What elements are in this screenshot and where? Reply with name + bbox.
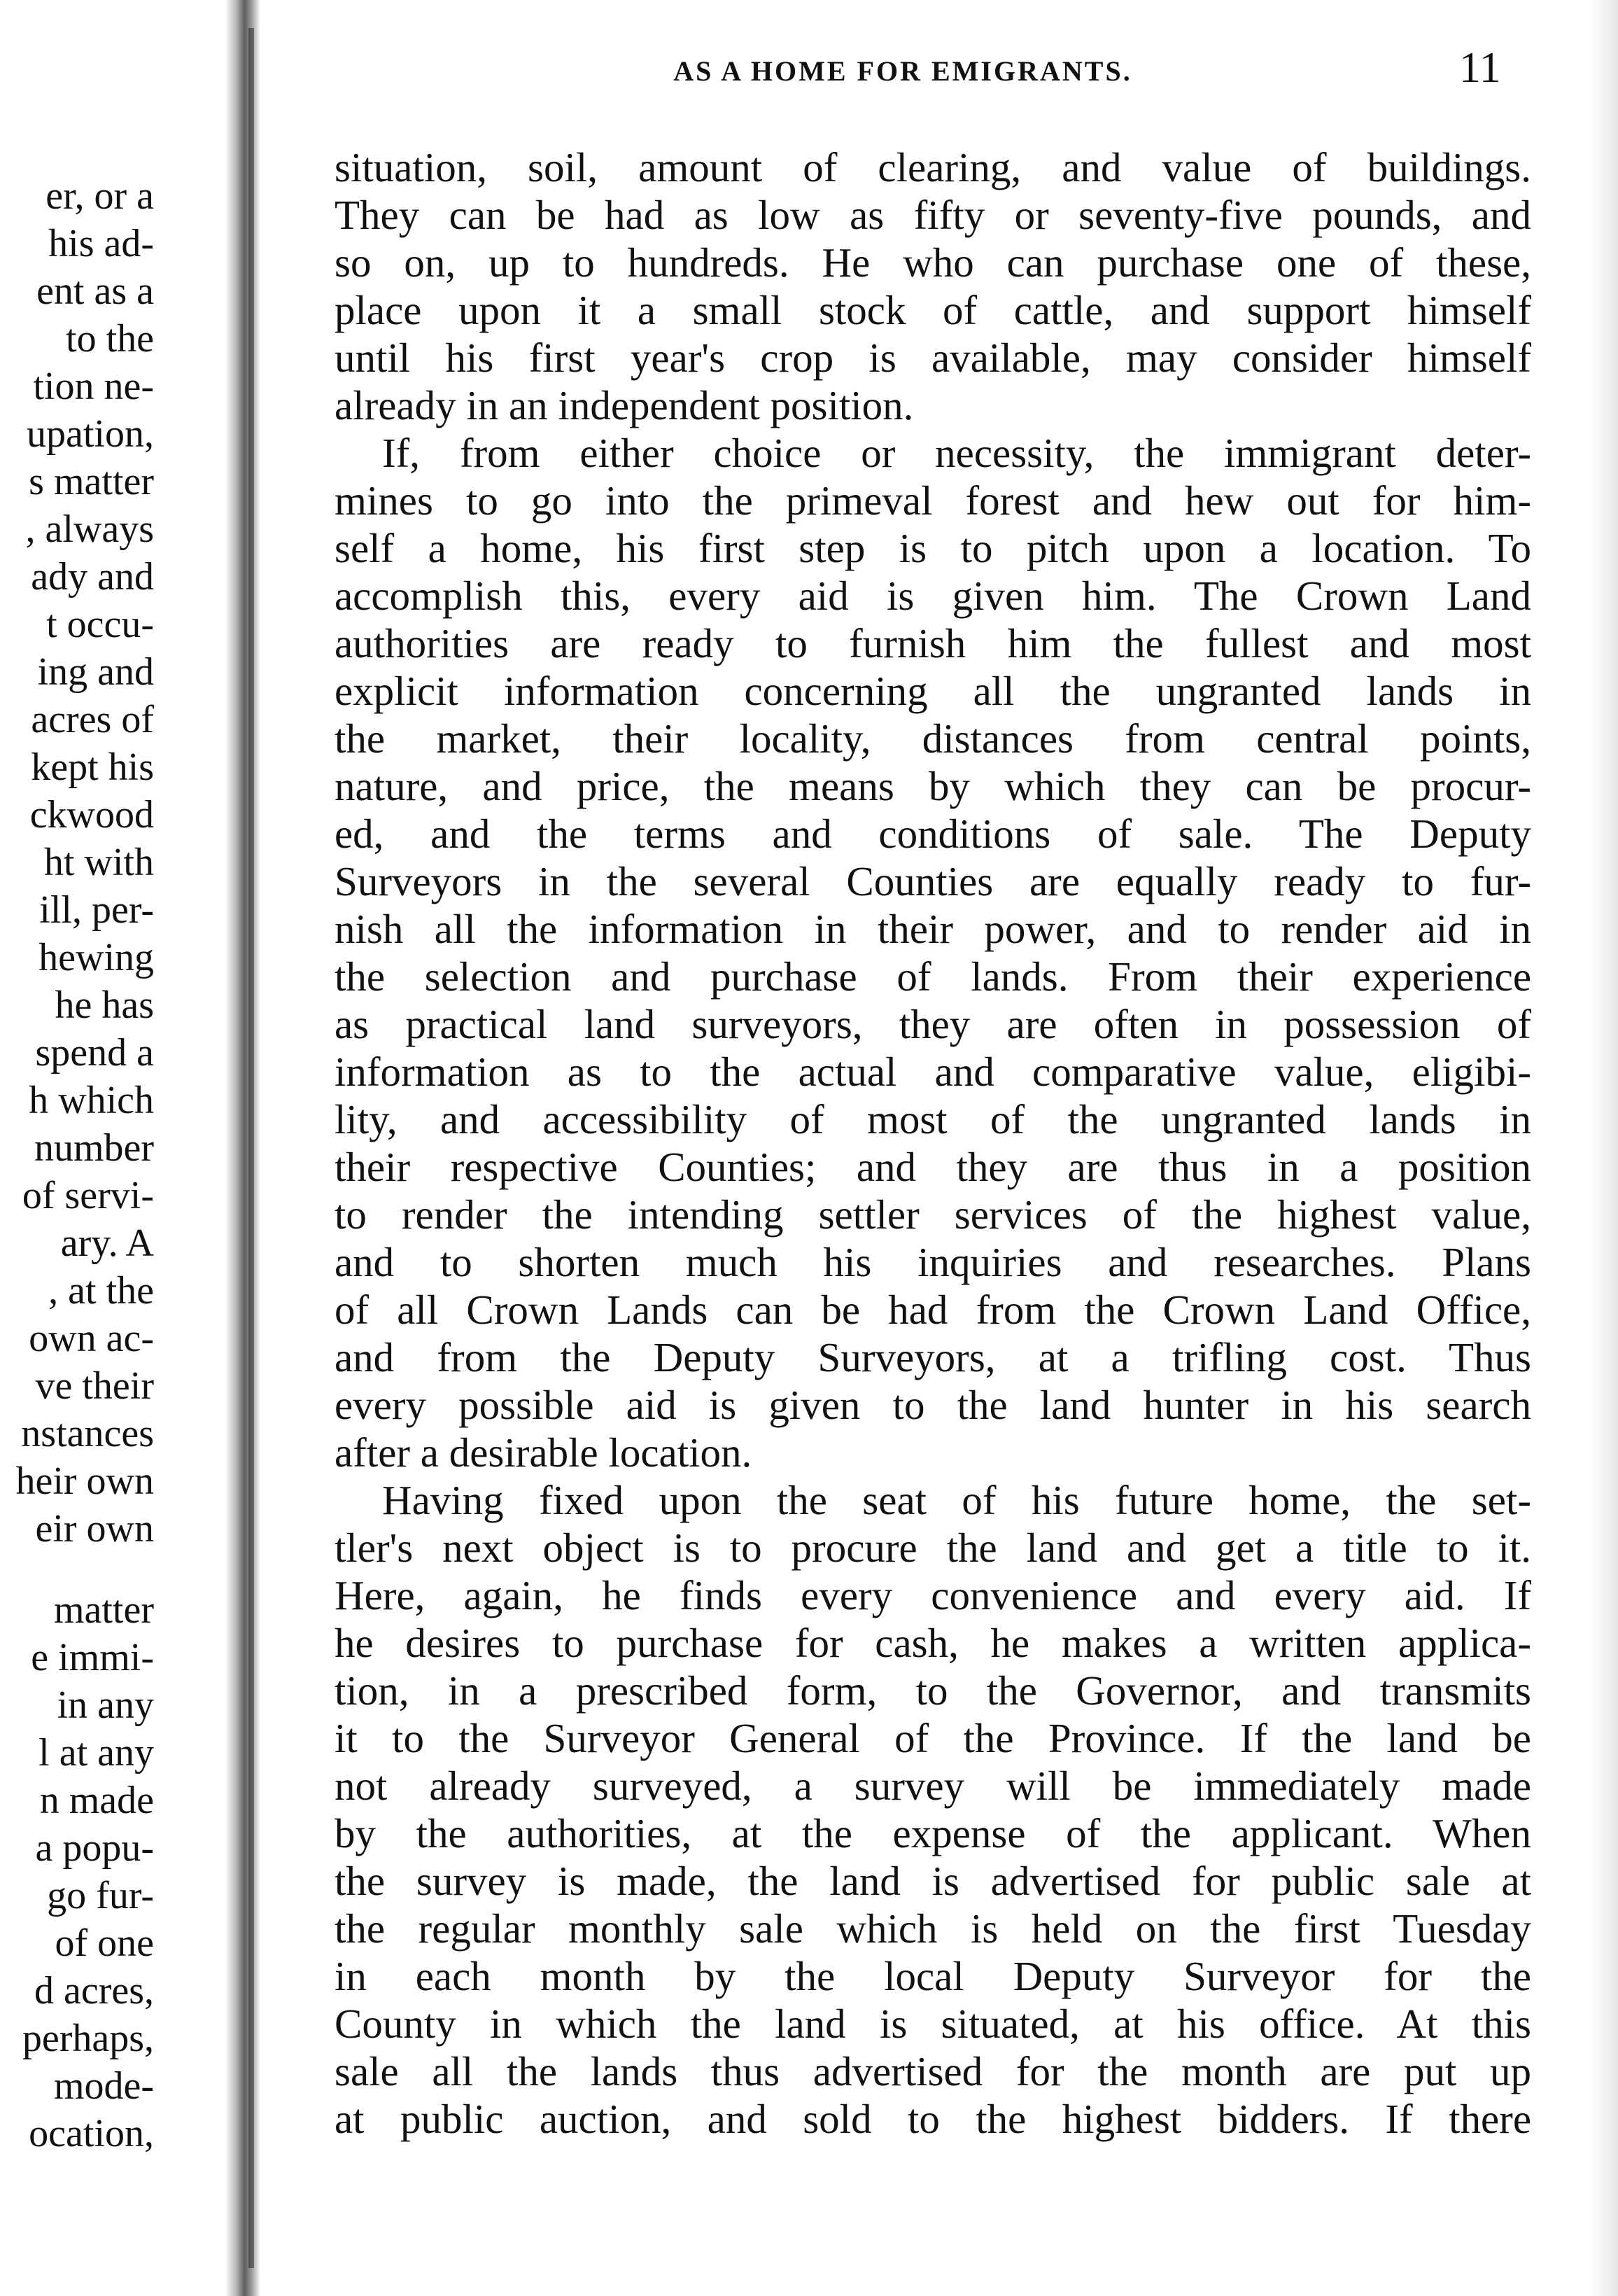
left-line: hewing [38, 936, 154, 979]
text-line: nish all the information in their power, and to render aid in [335, 906, 1531, 952]
left-line: a popu- [35, 1826, 154, 1870]
text-line: until his first year's crop is available, may consider himself [335, 335, 1531, 381]
left-line: ocation, [29, 2112, 154, 2155]
left-line: n made [39, 1779, 154, 1822]
left-line: heir own [15, 1460, 154, 1503]
left-line: own ac- [29, 1317, 154, 1360]
left-line: kept his [31, 746, 154, 789]
text-line: sale all the lands thus advertised for the month are put up [335, 2048, 1531, 2094]
left-line: upation, [27, 412, 154, 456]
left-line: of one [55, 1921, 154, 1965]
left-line: ckwood [29, 793, 154, 836]
left-line: perhaps, [22, 2017, 154, 2060]
text-line: every possible aid is given to the land hunter in his search [335, 1382, 1531, 1428]
text-line: of all Crown Lands can be had from the Crown Land Office, [335, 1287, 1531, 1333]
text-line: to render the intending settler services of the highest value, [335, 1191, 1531, 1238]
left-line: ill, per- [39, 888, 154, 932]
left-line: e immi- [31, 1636, 154, 1679]
body-text [335, 144, 1531, 2143]
text-line: it to the Surveyor General of the Province. If the land be [335, 1715, 1531, 1761]
text-line: Having fixed upon the seat of his future home, the set- [382, 1477, 1531, 1523]
text-line: the selection and purchase of lands. From their experience [335, 953, 1531, 1000]
text-line: Surveyors in the several Counties are equally ready to fur- [335, 858, 1531, 904]
left-line: tion ne- [33, 365, 154, 408]
left-page-fragment [0, 0, 231, 2296]
text-line: after a desirable location. [335, 1429, 752, 1476]
left-line: l at any [38, 1731, 154, 1774]
text-line: situation, soil, amount of clearing, and value of buildings. [335, 144, 1531, 190]
text-line: They can be had as low as fifty or seventy-five pounds, and [335, 192, 1531, 238]
left-line: d acres, [34, 1969, 154, 2012]
text-line: so on, up to hundreds. He who can purchase one of these, [335, 239, 1531, 286]
text-line: If, from either choice or necessity, the immigrant deter- [382, 430, 1531, 476]
left-line: , at the [48, 1269, 154, 1312]
left-line: number [34, 1126, 154, 1170]
text-line: and from the Deputy Surveyors, at a trifling cost. Thus [335, 1334, 1531, 1380]
text-line: not already surveyed, a survey will be immediately made [335, 1763, 1531, 1809]
left-line: nstances [21, 1412, 154, 1455]
text-line: the survey is made, the land is advertised for public sale at [335, 1858, 1531, 1904]
text-line: self a home, his first step is to pitch upon a location. To [335, 525, 1531, 571]
page-edge [1590, 0, 1618, 2296]
left-line: t occu- [46, 603, 154, 646]
text-line: mines to go into the primeval forest and hew out for him- [335, 477, 1531, 524]
text-line: ed, and the terms and conditions of sale. The Deputy [335, 811, 1531, 857]
text-line: place upon it a small stock of cattle, and support himself [335, 287, 1531, 333]
text-line: their respective Counties; and they are thus in a position [335, 1144, 1531, 1190]
left-line: er, or a [45, 174, 154, 218]
book-gutter [225, 0, 260, 2296]
left-line: ary. A [60, 1222, 154, 1265]
text-line: Here, again, he finds every convenience and every aid. If [335, 1572, 1531, 1618]
left-line: ent as a [36, 270, 154, 313]
text-line: information as to the actual and comparative value, eligibi- [335, 1049, 1531, 1095]
left-line: to the [66, 317, 154, 360]
text-line: authorities are ready to furnish him the fullest and most [335, 620, 1531, 666]
left-line: mode- [53, 2064, 154, 2108]
text-line: by the authorities, at the expense of the applicant. When [335, 1810, 1531, 1856]
text-line: County in which the land is situated, at his office. At this [335, 2001, 1531, 2047]
text-line: already in an independent position. [335, 382, 914, 428]
left-line: matter [53, 1588, 154, 1632]
text-line: explicit information concerning all the ungranted lands in [335, 668, 1531, 714]
text-line: in each month by the local Deputy Surveyor for the [335, 1953, 1531, 1999]
left-line: ady and [31, 555, 154, 598]
text-line: he desires to purchase for cash, he makes a written applica- [335, 1620, 1531, 1666]
left-line: of servi- [22, 1174, 154, 1217]
page-number: 11 [1459, 44, 1501, 92]
left-line: , always [25, 507, 154, 551]
text-line: accomplish this, every aid is given him. The Crown Land [335, 573, 1531, 619]
gutter-shadow [248, 28, 254, 2268]
left-line: eir own [35, 1507, 154, 1550]
left-line: go fur- [47, 1874, 154, 1917]
left-line: acres of [31, 698, 154, 741]
left-line: he has [55, 983, 154, 1027]
text-line: at public auction, and sold to the highest bidders. If there [335, 2096, 1531, 2142]
left-line: ht with [43, 841, 154, 884]
text-line: and to shorten much his inquiries and researches. Plans [335, 1239, 1531, 1285]
left-line: his ad- [48, 222, 154, 265]
text-line: tler's next object is to procure the land and get a title to it. [335, 1525, 1531, 1571]
text-line: the regular monthly sale which is held on the first Tuesday [335, 1905, 1531, 1952]
text-line: nature, and price, the means by which they can be procur- [335, 763, 1531, 809]
text-line: as practical land surveyors, they are often in possession of [335, 1001, 1531, 1047]
left-line: s matter [29, 460, 154, 503]
text-line: tion, in a prescribed form, to the Governor, and transmits [335, 1667, 1531, 1714]
left-line: ing and [37, 650, 154, 694]
left-line: ve their [35, 1364, 154, 1408]
text-line: lity, and accessibility of most of the ungranted lands in [335, 1096, 1531, 1142]
running-header: AS A HOME FOR EMIGRANTS. [673, 55, 1132, 87]
text-line: the market, their locality, distances from central points, [335, 715, 1531, 762]
left-line: h which [29, 1079, 154, 1122]
left-line: in any [57, 1684, 154, 1727]
left-line: spend a [35, 1031, 154, 1074]
